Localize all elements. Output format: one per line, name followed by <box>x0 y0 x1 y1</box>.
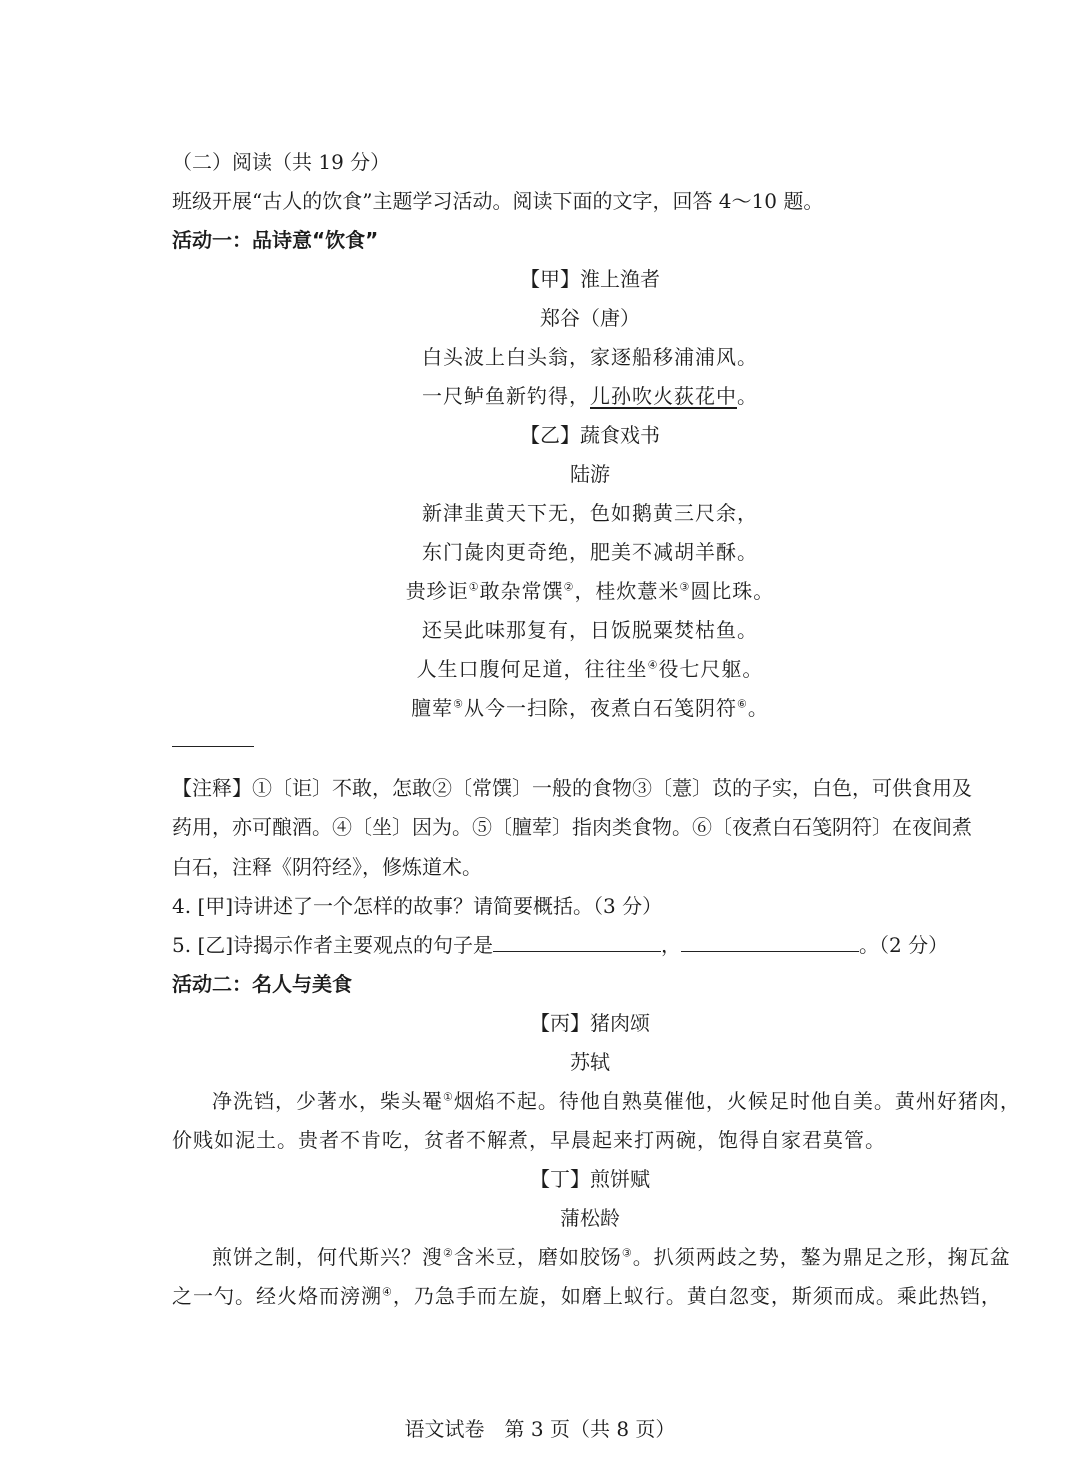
text-part: 含米豆，磨如胶饧 <box>453 1245 622 1269</box>
text-part: 。 <box>747 696 769 720</box>
text-part: 。扒须两歧之势，鏊为鼎足之形，掬瓦盆 <box>632 1245 1011 1269</box>
text-ding-title: 【丁】煎饼赋 <box>530 1167 650 1191</box>
poem-jia-line2-c: 。 <box>737 384 758 408</box>
poem-jia-line1: 白头波上白头翁，家逐船移浦浦风。 <box>422 345 758 369</box>
poem-jia-line2-a: 一尺鲈鱼新钓得， <box>422 384 590 408</box>
text-part: 贵珍讵 <box>405 579 469 603</box>
footnote-marker: ④ <box>382 1285 393 1299</box>
footnote-marker: ③ <box>679 580 691 594</box>
text-part: 煎饼之制，何代斯兴？溲 <box>212 1245 443 1269</box>
footnote-marker: ② <box>443 1246 454 1260</box>
text-part: 敢杂常馔 <box>479 579 564 603</box>
text-part: 人生口腹何足道，往往坐 <box>416 657 648 681</box>
question-5-suffix: 。（2 分） <box>859 933 949 957</box>
notes-line2: 药用，亦可酿酒。④〔坐〕因为。⑤〔膻荤〕指肉类食物。⑥〔夜煮白石笺阴符〕在夜间煮 <box>172 815 972 839</box>
question-5-comma: ， <box>661 933 682 957</box>
footnote-marker: ① <box>443 1090 454 1104</box>
notes-line3: 白石，注释《阴符经》，修炼道术。 <box>172 855 482 879</box>
question-4: 4. [甲]诗讲述了一个怎样的故事？请简要概括。（3 分） <box>172 894 663 918</box>
poem-jia-author: 郑谷（唐） <box>540 306 640 330</box>
poem-yi-line2: 东门彘肉更奇绝，肥美不减胡羊酥。 <box>422 540 758 564</box>
underlined-phrase: 儿孙吹火荻花中 <box>590 384 737 408</box>
footnote-divider <box>172 746 254 747</box>
footnote-marker: ① <box>468 580 480 594</box>
section-heading: （二）阅读（共 19 分） <box>172 150 391 174</box>
answer-blank-2[interactable] <box>681 933 859 952</box>
poem-yi-line4: 还吴此味那复有，日饭脱粟焚枯鱼。 <box>422 618 758 642</box>
footnote-marker: ④ <box>647 658 659 672</box>
page-footer: 语文试卷 第 3 页（共 8 页） <box>404 1417 676 1441</box>
poem-jia-title: 【甲】淮上渔者 <box>520 267 660 291</box>
poem-yi-line1: 新津韭黄天下无，色如鹅黄三尺余， <box>422 501 758 525</box>
poem-yi-line6 <box>0 696 1080 720</box>
text-bing-line2: 价贱如泥土。贵者不肯吃，贫者不解煮，早晨起来打两碗，饱得自家君莫管。 <box>172 1128 886 1152</box>
text-ding-author: 蒲松龄 <box>560 1206 620 1230</box>
footnote-marker: ③ <box>621 1246 633 1260</box>
text-part: ，桂炊薏米 <box>574 579 680 603</box>
text-bing-line1 <box>212 1089 1021 1113</box>
poem-jia-line2 <box>0 384 1080 408</box>
text-ding-line1 <box>212 1245 1011 1269</box>
text-part: 圆比珠。 <box>690 579 775 603</box>
text-part: 膻荤 <box>411 696 454 720</box>
poem-yi-line3 <box>0 579 1080 603</box>
text-part: ，乃急手而左旋，如磨上蚁行。黄白忽变，斯须而成。乘此热铛， <box>392 1284 1002 1308</box>
activity1-title: 活动一：品诗意“饮食” <box>172 228 379 252</box>
question-5-prefix: 5. [乙]诗揭示作者主要观点的句子是 <box>172 933 494 957</box>
question-5 <box>172 933 948 957</box>
text-part: 役七尺躯。 <box>658 657 764 681</box>
text-part: 烟焰不起。待他自熟莫催他，火候足时他自美。黄州好猪肉， <box>453 1089 1021 1113</box>
text-part: 净洗铛，少著水，柴头罨 <box>212 1089 443 1113</box>
text-ding-line2 <box>172 1284 1002 1308</box>
activity2-title: 活动二：名人与美食 <box>172 972 352 996</box>
poem-yi-line5 <box>0 657 1080 681</box>
notes-line1: 【注释】①〔讵〕不敢，怎敢②〔常馔〕一般的食物③〔薏〕苡的子实，白色，可供食用及 <box>172 776 972 800</box>
answer-blank-1[interactable] <box>493 933 661 952</box>
footnote-marker: ⑤ <box>453 697 464 711</box>
footnote-marker: ② <box>563 580 575 594</box>
footnote-marker: ⑥ <box>737 697 748 711</box>
poem-yi-author: 陆游 <box>570 462 610 486</box>
text-part: 之一勺。经火烙而滂溯 <box>172 1284 382 1308</box>
text-bing-author: 苏轼 <box>570 1050 610 1074</box>
text-part: 从今一扫除，夜煮白石笺阴符 <box>464 696 737 720</box>
poem-yi-title: 【乙】蔬食戏书 <box>520 423 660 447</box>
section-intro: 班级开展“古人的饮食”主题学习活动。阅读下面的文字，回答 4～10 题。 <box>172 189 824 213</box>
text-bing-title: 【丙】猪肉颂 <box>530 1011 650 1035</box>
